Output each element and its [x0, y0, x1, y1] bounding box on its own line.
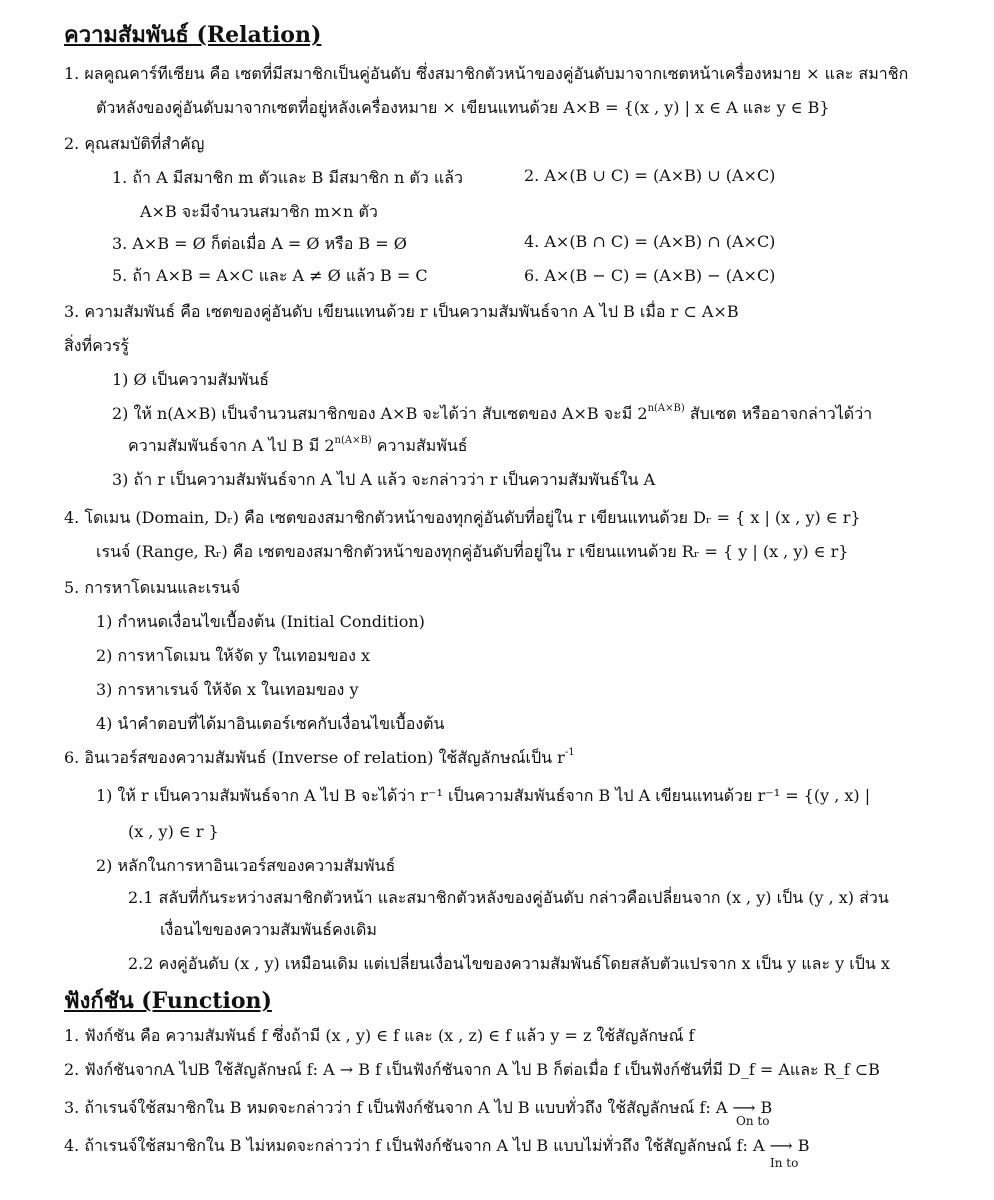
property-6: 6. A×(B − C) = (A×B) − (A×C)	[524, 266, 776, 285]
know-item-2-line-1	[112, 404, 872, 423]
know-item-2-text-d: ความสัมพันธ์	[371, 436, 468, 455]
step-3: 3) การหาเรนจ์ ให้จัด x ในเทอมของ y	[96, 680, 359, 699]
property-1-line-2: A×B จะมีจำนวนสมาชิก m×n ตัว	[140, 202, 378, 221]
step-2: 2) การหาโดเมน ให้จัด y ในเทอมของ x	[96, 646, 371, 665]
know-item-2-superscript: n(A×B)	[647, 403, 685, 414]
function-item-4: 4. ถ้าเรนจ์ใช้สมาชิกใน B ไม่หมดจะกล่าวว่า f เป็นฟังก์ชันจาก A ไป B แบบไม่ทั่วถึง ใช้สัญลักษณ์ f: A ⟶ B	[64, 1136, 810, 1155]
property-1-line-1: 1. ถ้า A มีสมาชิก m ตัวและ B มีสมาชิก n ตัว แล้ว	[112, 168, 463, 187]
function-item-1: 1. ฟังก์ชัน คือ ความสัมพันธ์ f ซึ่งถ้ามี (x , y) ∈ f และ (x , z) ∈ f แล้ว y = z ใช้สัญลักษณ์ f	[64, 1026, 695, 1045]
function-heading: ฟังก์ชัน (Function)	[64, 988, 272, 1014]
know-item-2-text-b: สับเซต หรืออาจกล่าวได้ว่า	[684, 404, 873, 423]
know-item-2-text-a: 2) ให้ n(A×B) เป็นจำนวนสมาชิกของ A×B จะได้ว่า สับเซตของ A×B จะมี 2	[112, 404, 648, 423]
step-4: 4) นำคำตอบที่ได้มาอินเตอร์เซคกับเงื่อนไขเบื้องต้น	[96, 714, 445, 733]
know-item-2-text-c: ความสัมพันธ์จาก A ไป B มี 2	[128, 436, 335, 455]
relation-item-4-line-2: เรนจ์ (Range, Rᵣ) คือ เซตของสมาชิกตัวหน้าของทุกคู่อันดับที่อยู่ใน r เขียนแทนด้วย Rᵣ = { y | (x , y) ∈ r}	[96, 542, 849, 561]
inverse-item-2-1-line-2: เงื่อนไขของความสัมพันธ์คงเดิม	[160, 920, 377, 939]
step-1: 1) กำหนดเงื่อนไขเบื้องต้น (Initial Condition)	[96, 612, 425, 631]
inverse-item-2-1-line-1: 2.1 สลับที่กันระหว่างสมาชิกตัวหน้า และสมาชิกตัวหลังของคู่อันดับ กล่าวคือเปลี่ยนจาก (x , y) เป็น (y , x) ส่วน	[128, 888, 889, 907]
inverse-item-1-line-1: 1) ให้ r เป็นความสัมพันธ์จาก A ไป B จะได้ว่า r⁻¹ เป็นความสัมพันธ์จาก B ไป A เขียนแทนด้วย r⁻¹ = {(y , x) |	[96, 786, 871, 805]
property-2: 2. A×(B ∪ C) = (A×B) ∪ (A×C)	[524, 166, 776, 185]
relation-item-4-line-1: 4. โดเมน (Domain, Dᵣ) คือ เซตของสมาชิกตัวหน้าของทุกคู่อันดับที่อยู่ใน r เขียนแทนด้วย Dᵣ = { x | (x , y) ∈ r}	[64, 508, 861, 527]
relation-heading: ความสัมพันธ์ (Relation)	[64, 22, 322, 48]
function-item-3-note: On to	[736, 1114, 770, 1128]
inverse-item-2-2: 2.2 คงคู่อันดับ (x , y) เหมือนเดิม แต่เปลี่ยนเงื่อนไขของความสัมพันธ์โดยสลับตัวแปรจาก x เป็น y และ y เป็น x	[128, 954, 890, 973]
function-item-3: 3. ถ้าเรนจ์ใช้สมาชิกใน B หมดจะกล่าวว่า f เป็นฟังก์ชันจาก A ไป B แบบทั่วถึง ใช้สัญลักษณ์ f: A ⟶ B	[64, 1098, 773, 1117]
relation-item-6-text: 6. อินเวอร์สของความสัมพันธ์ (Inverse of relation) ใช้สัญลักษณ์เป็น r	[64, 748, 565, 767]
relation-item-1-line-2: ตัวหลังของคู่อันดับมาจากเซตที่อยู่หลังเครื่องหมาย × เขียนแทนด้วย A×B = {(x , y) | x ∈ A และ y ∈ B}	[96, 98, 830, 117]
function-item-2: 2. ฟังก์ชันจากA ไปB ใช้สัญลักษณ์ f: A → B f เป็นฟังก์ชันจาก A ไป B ก็ต่อเมื่อ f เป็นฟังก์ชันที่มี D_f = Aและ R_f ⊂B	[64, 1060, 880, 1079]
relation-item-3: 3. ความสัมพันธ์ คือ เซตของคู่อันดับ เขียนแทนด้วย r เป็นความสัมพันธ์จาก A ไป B เมื่อ r ⊂ A×B	[64, 302, 739, 321]
know-item-2-superscript-2: n(A×B)	[334, 435, 372, 446]
relation-item-6-superscript: -1	[564, 747, 575, 758]
know-item-2-line-2	[128, 436, 468, 455]
inverse-item-1-line-2: (x , y) ∈ r }	[128, 822, 219, 841]
inverse-item-2-title: 2) หลักในการหาอินเวอร์สของความสัมพันธ์	[96, 856, 396, 875]
relation-item-1-line-1: 1. ผลคูณคาร์ทีเซียน คือ เซตที่มีสมาชิกเป็นคู่อันดับ ซึ่งสมาชิกตัวหน้าของคู่อันดับมาจากเซตหน้าเครื่องหมาย × และ สมาชิก	[64, 64, 909, 83]
relation-item-6-title	[64, 748, 575, 767]
relation-item-5-title: 5. การหาโดเมนและเรนจ์	[64, 578, 241, 597]
property-3: 3. A×B = Ø ก็ต่อเมื่อ A = Ø หรือ B = Ø	[112, 234, 407, 253]
know-item-3: 3) ถ้า r เป็นความสัมพันธ์จาก A ไป A แล้ว จะกล่าวว่า r เป็นความสัมพันธ์ใน A	[112, 470, 656, 489]
function-item-4-note: In to	[770, 1156, 799, 1170]
relation-item-2-title: 2. คุณสมบัติที่สำคัญ	[64, 134, 205, 153]
should-know-label: สิ่งที่ควรรู้	[64, 336, 129, 355]
property-5: 5. ถ้า A×B = A×C และ A ≠ Ø แล้ว B = C	[112, 266, 428, 285]
property-4: 4. A×(B ∩ C) = (A×B) ∩ (A×C)	[524, 232, 776, 251]
know-item-1: 1) Ø เป็นความสัมพันธ์	[112, 370, 270, 389]
